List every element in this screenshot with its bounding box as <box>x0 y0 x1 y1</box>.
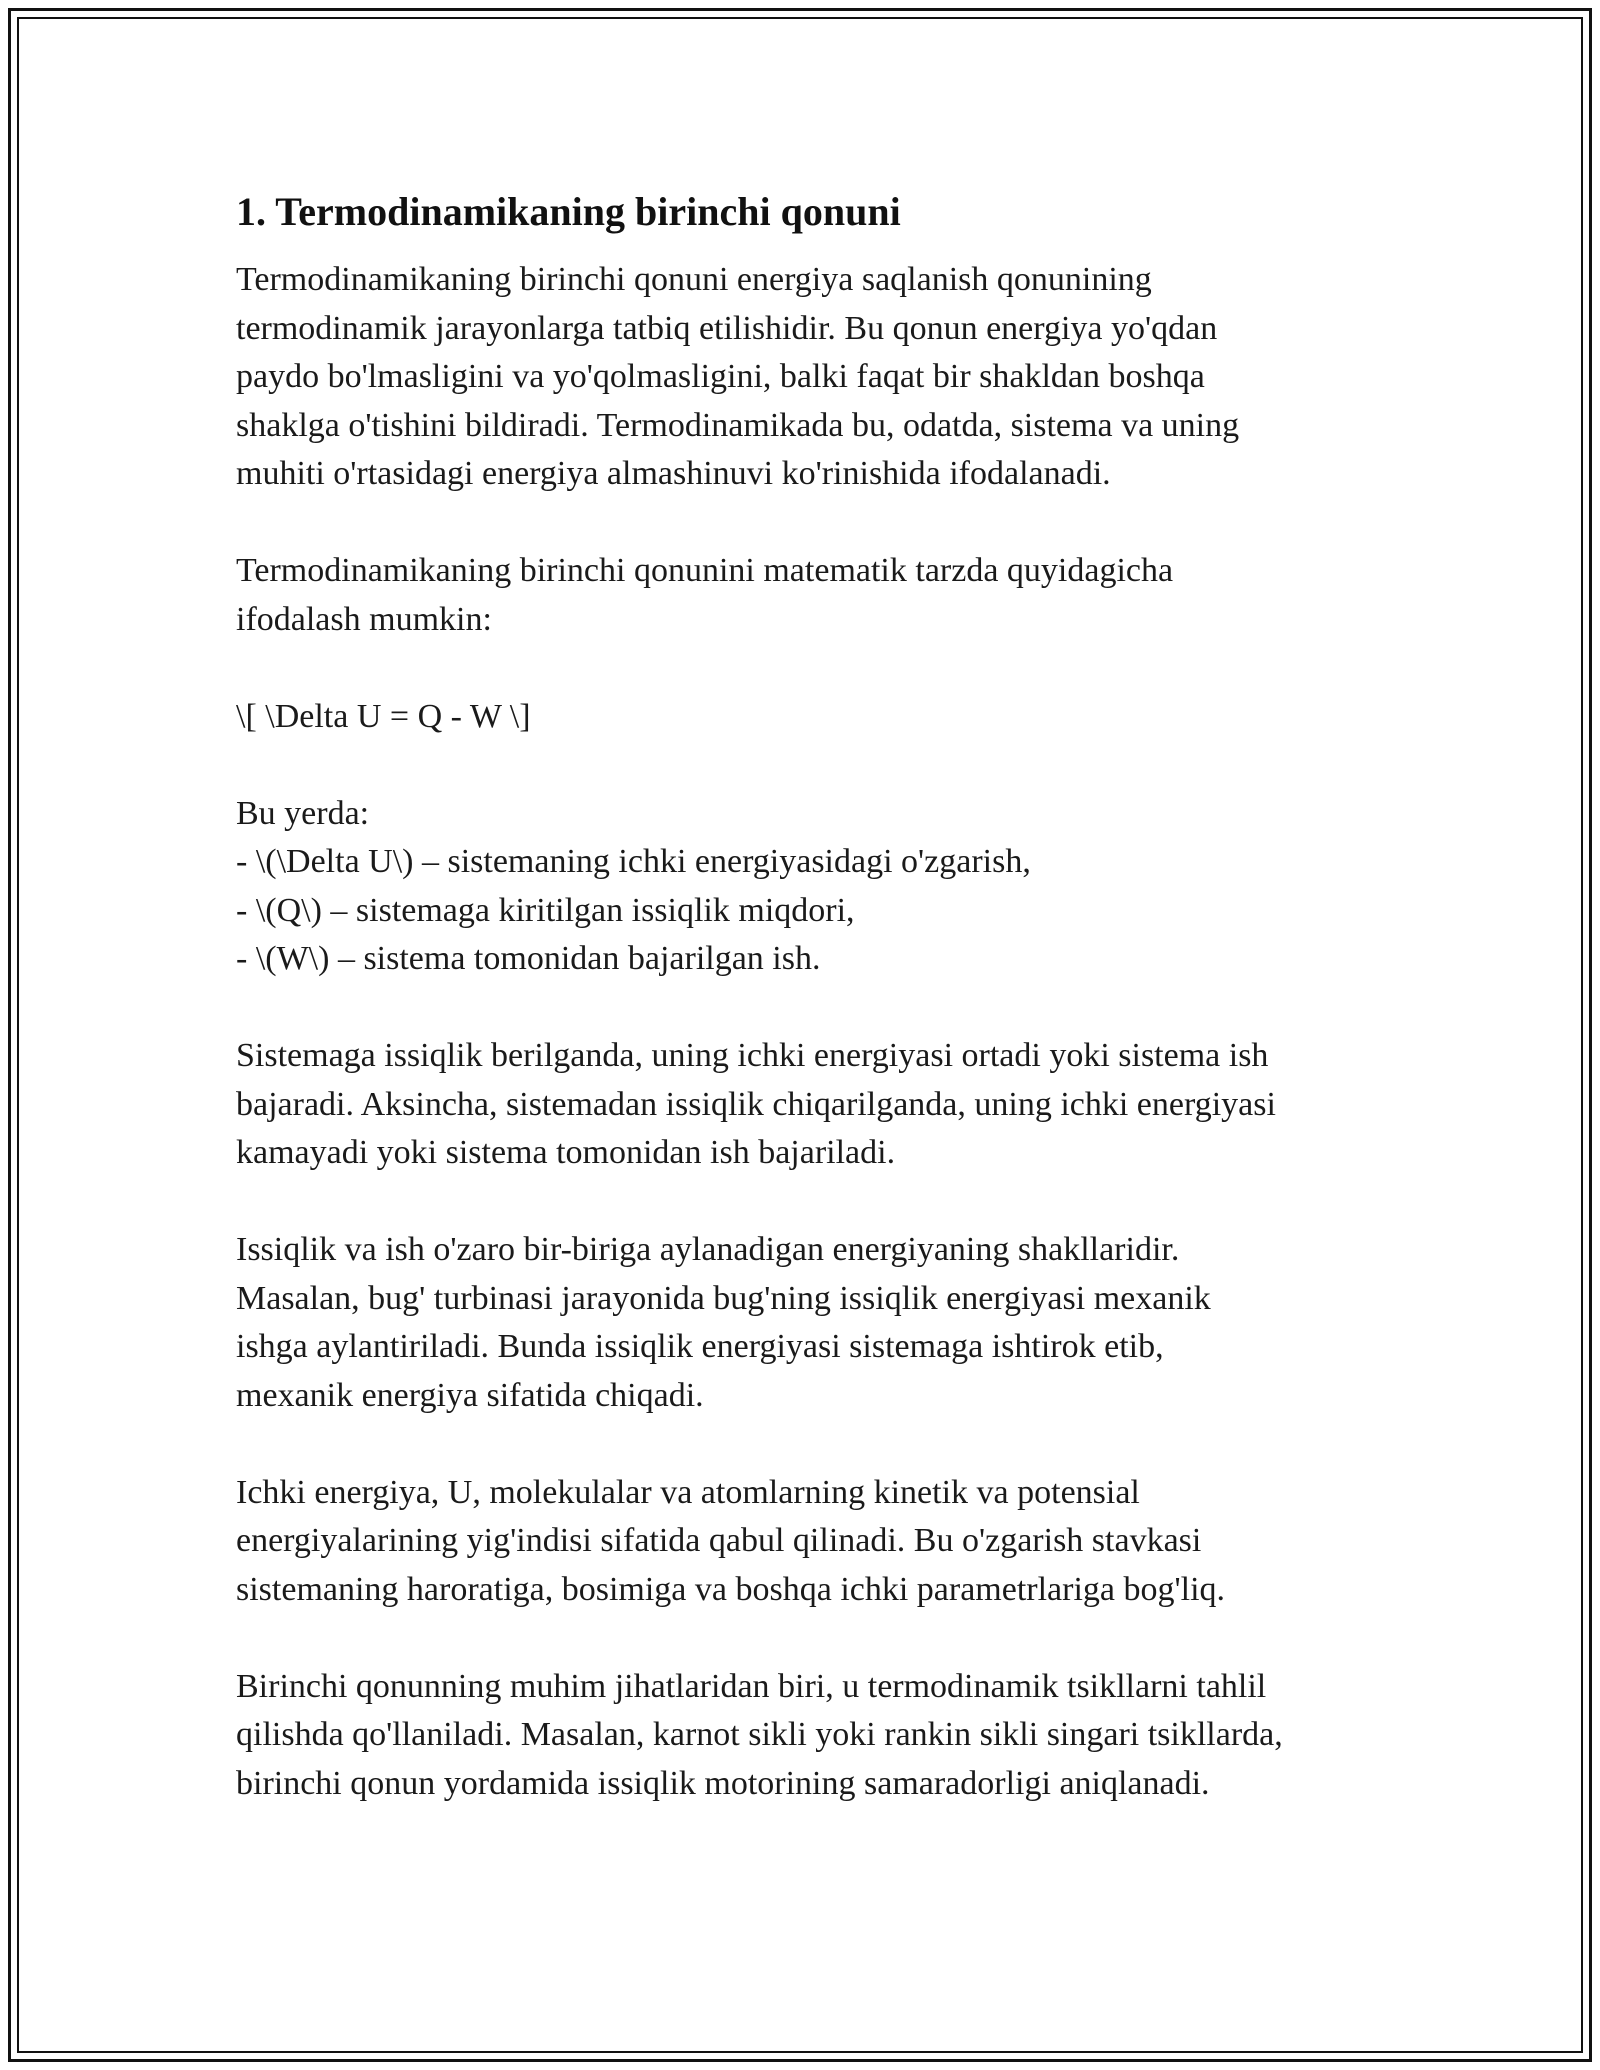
paragraph-internal-energy <box>236 1469 1386 1615</box>
paragraph-intro <box>236 256 1386 499</box>
text-line: muhiti o'rtasidagi energiya almashinuvi ko'rinishida ifodalanadi. <box>236 455 1111 492</box>
text-line: Issiqlik va ish o'zaro bir-biriga aylanadigan energiyaning shakllaridir. <box>236 1231 1180 1268</box>
formula-text: \[ \Delta U = Q - W \] <box>236 697 531 735</box>
text-line: paydo bo'lmasligini va yo'qolmasligini, balki faqat bir shakldan boshqa <box>236 358 1205 395</box>
text-line: mexanik energiya sifatida chiqadi. <box>236 1376 704 1414</box>
text-line: bajaradi. Aksincha, sistemadan issiqlik chiqarilganda, uning ichki energiyasi <box>236 1085 1276 1123</box>
text-line: Bu yerda: <box>236 794 370 832</box>
text-line: Termodinamikaning birinchi qonunini matematik tarzda quyidagicha <box>236 552 1174 589</box>
paragraph-heat-work <box>236 1226 1386 1420</box>
text-line: Termodinamikaning birinchi qonuni energiya saqlanish qonunining <box>236 261 1152 298</box>
text-line: termodinamik jarayonlarga tatbiq etilishidir. Bu qonun energiya yo'qdan <box>236 309 1218 347</box>
formula-block <box>236 693 1386 742</box>
text-line: energiyalarining yig'indisi sifatida qabul qilinadi. Bu o'zgarish stavkasi <box>236 1522 1202 1559</box>
text-line: shaklga o'tishini bildiradi. Termodinamikada bu, odatda, sistema va uning <box>236 406 1240 444</box>
paragraph-cycles <box>236 1663 1386 1809</box>
text-line: ishga aylantiriladi. Bunda issiqlik energiyasi sistemaga ishtirok etib, <box>236 1328 1164 1365</box>
text-line: birinchi qonun yordamida issiqlik motorining samaradorligi aniqlanadi. <box>236 1764 1210 1802</box>
section-heading: 1. Termodinamikaning birinchi qonuni <box>236 189 901 234</box>
list-item: - \(Q\) – sistemaga kiritilgan issiqlik miqdori, <box>236 891 855 929</box>
text-line: sistemaning haroratiga, bosimiga va boshqa ichki parametrlariga bog'liq. <box>236 1570 1226 1608</box>
paragraph-definitions <box>236 790 1386 984</box>
list-item: - \(W\) – sistema tomonidan bajarilgan ish. <box>236 940 821 977</box>
list-item: - \(\Delta U\) – sistemaning ichki energiyasidagi o'zgarish, <box>236 843 1031 880</box>
text-line: Masalan, bug' turbinasi jarayonida bug'ning issiqlik energiyasi mexanik <box>236 1279 1211 1317</box>
text-line: ifodalash mumkin: <box>236 600 492 638</box>
paragraph-formula-intro <box>236 547 1386 644</box>
paragraph-heat-transfer <box>236 1032 1386 1178</box>
text-line: Birinchi qonunning muhim jihatlaridan biri, u termodinamik tsikllarni tahlil <box>236 1667 1267 1705</box>
document-body <box>236 186 1386 1857</box>
text-line: Ichki energiya, U, molekulalar va atomlarning kinetik va potensial <box>236 1473 1140 1511</box>
text-line: qilishda qo'llaniladi. Masalan, karnot sikli yoki rankin sikli singari tsikllarda, <box>236 1716 1283 1753</box>
text-line: kamayadi yoki sistema tomonidan ish bajariladi. <box>236 1134 896 1171</box>
text-line: Sistemaga issiqlik berilganda, uning ichki energiyasi ortadi yoki sistema ish <box>236 1037 1269 1074</box>
